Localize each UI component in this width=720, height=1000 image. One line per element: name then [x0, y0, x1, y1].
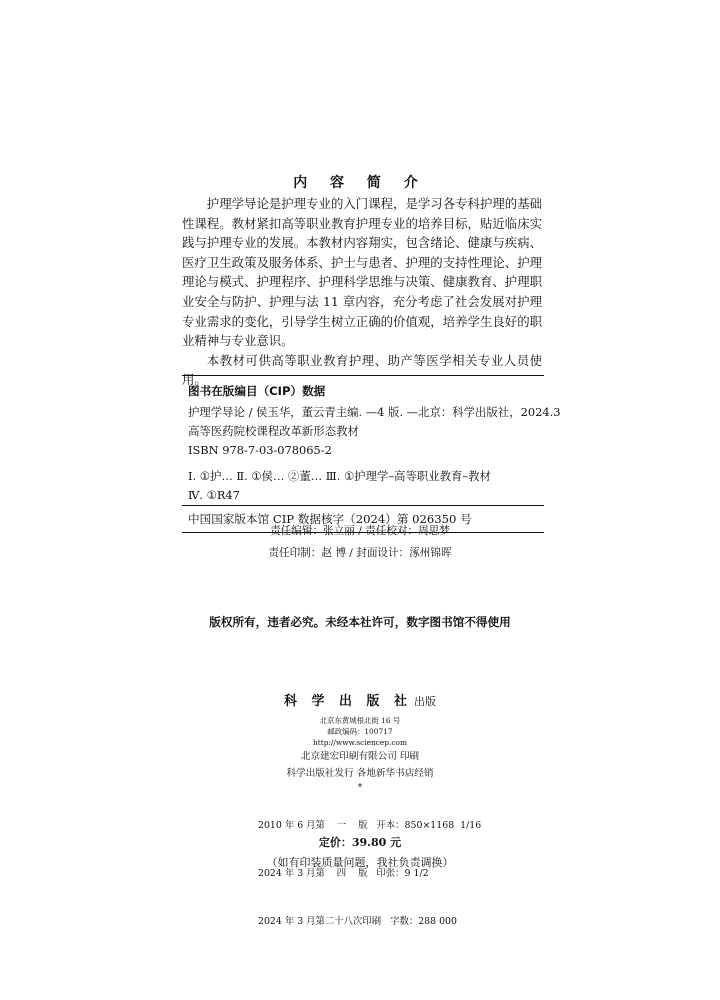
cip-middle-rule — [182, 505, 544, 506]
cip-subject-line: Ⅰ. ①护… Ⅱ. ①侯… ②董… Ⅲ. ①护理学–高等职业教育–教材 — [188, 469, 491, 483]
cip-classification-line: Ⅳ. ①R47 — [188, 488, 240, 502]
quality-notice: （如有印装质量问题，我社负责调换） — [266, 856, 454, 869]
cip-series-line: 高等医药院校课程改革新形态教材 — [188, 424, 359, 438]
summary-title: 内 容 简 介 — [293, 175, 427, 191]
print-info-line-1: 2010 年 6 月第 一 版 开本：850×1168 1/16 — [258, 820, 482, 831]
cip-heading: 图书在版编目（CIP）数据 — [188, 384, 326, 398]
print-info — [258, 786, 481, 962]
summary-paragraph-2: 本教材可供高等职业教育护理、助产等医学相关专业人员使用。 — [182, 352, 542, 388]
credits-block — [0, 520, 720, 564]
publisher-name: 科 学 出 版 社 — [283, 694, 413, 709]
print-info-line-3: 2024 年 3 月第二十八次印刷 字数：288 000 — [258, 916, 457, 927]
cip-data-block — [182, 375, 561, 533]
price: 定价：39.80 元 — [318, 836, 402, 849]
publisher-suffix: 出版 — [414, 695, 437, 708]
cip-isbn-line: ISBN 978-7-03-078065-2 — [188, 443, 332, 457]
cip-top-rule — [182, 375, 544, 376]
summary-paragraph-1: 护理学导论是护理专业的入门课程，是学习各专科护理的基础性课程。教材紧扣高等职业教育护理专业的培养目标，贴近临床实践与护理专业的发展。本教材内容翔实，包含绪论、健康与疾病、医疗卫生政策及服务体系、护士与患者、护理的支持性理论、护理理论与模式、护理程序、护理科学思维与决策、健康教育、护理职业安全与防护、护理与法 11 章内容，充分考虑了社会发展对护理专业需求的变化，引导学生树立正确的价值观，培养学生良好的职业精神与专业意识。 — [182, 196, 542, 349]
cip-verification-number: 中国国家版本馆 CIP 数据核字（2024）第 026350 号 — [188, 512, 472, 526]
credits-editors: 责任编辑：张立丽 / 责任校对：周思梦 — [270, 525, 450, 537]
copyright-notice: 版权所有，违者必究。未经本社许可，数字图书馆不得使用 — [209, 615, 511, 629]
summary-body — [182, 194, 542, 390]
printer-line: 北京建宏印刷有限公司 印刷 — [300, 751, 420, 762]
publisher-address: 北京东黄城根北街 16 号 — [319, 716, 401, 725]
separator-star: * — [357, 783, 363, 793]
publisher-postcode: 邮政编码：100717 — [327, 727, 393, 736]
colophon-block — [0, 690, 720, 794]
cip-title-line: 护理学导论 / 侯玉华，董云青主编. —4 版. —北京：科学出版社，2024.3 — [188, 405, 561, 419]
publisher-website: http://www.sciencep.com — [313, 738, 407, 747]
credits-production: 责任印制：赵 博 / 封面设计：涿州锦晖 — [268, 547, 452, 559]
distribution-line: 科学出版社发行 各地新华书店经销 — [286, 768, 434, 779]
print-info-line-2: 2024 年 3 月第 四 版 印张：9 1/2 — [258, 868, 429, 879]
